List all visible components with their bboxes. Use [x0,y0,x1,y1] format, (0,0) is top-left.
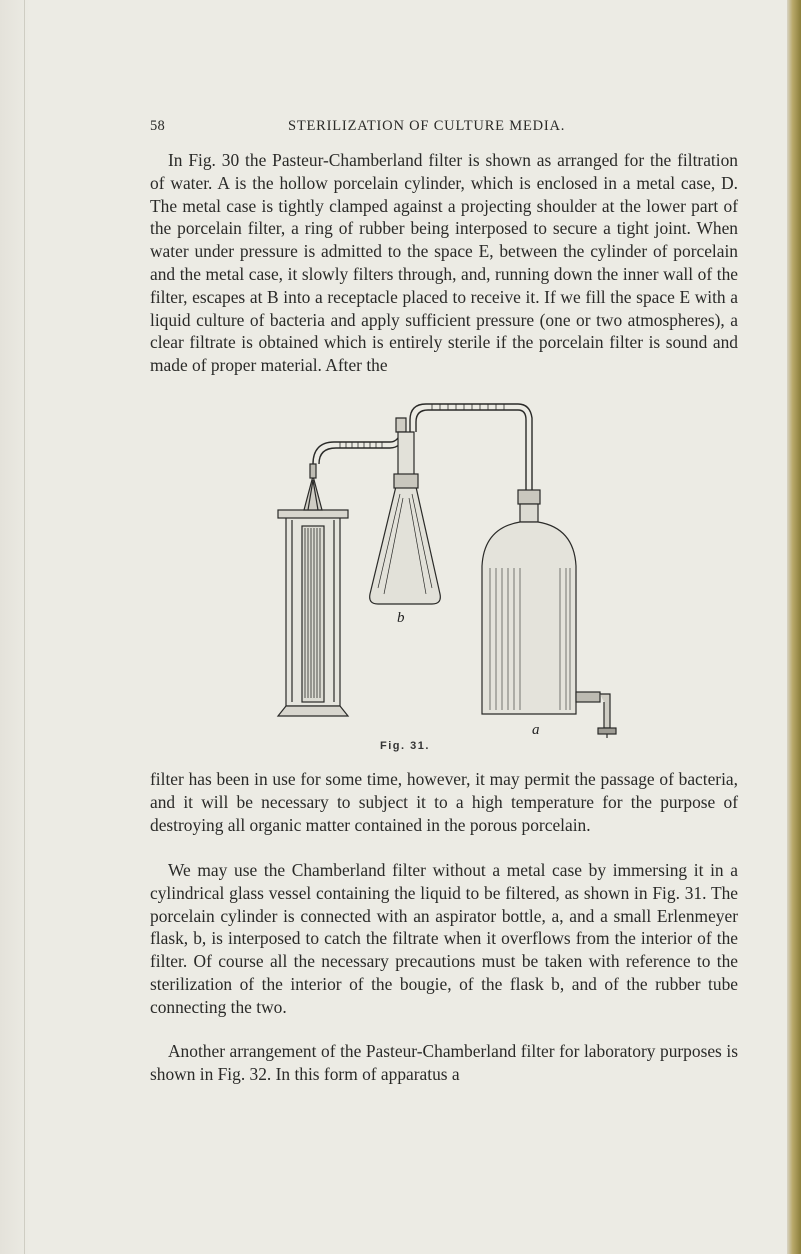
page-number: 58 [150,118,165,134]
figure-31-illustration [270,398,670,738]
bottle-label-a: a [532,722,540,738]
page-edge [787,0,801,1254]
figure-caption: Fig. 31. [380,740,430,752]
page-shadow [0,0,30,1254]
page-gutter-line [24,0,25,1254]
aspirator-bottle [482,490,616,738]
flask-label-b: b [397,610,405,626]
glass-cylinder-vessel [278,464,348,716]
paragraph-2: filter has been in use for some time, however, it may permit the passage of bacteria, and it will be necessary to subject it to a high temperature for the purpose of destroying all organic matter contained in the porous porcelain. [150,769,738,835]
paragraph-4: Another arrangement of the Pasteur-Chamberland filter for laboratory purposes is shown in Fig. 32. In this form of apparatus a [150,1041,738,1084]
paragraph-1: In Fig. 30 the Pasteur-Chamberland filter is shown as arranged for the filtration of water. A is the hollow porcelain cylinder, which is enclosed in a metal case, D. The metal case is tightly clamped against a projecting shoulder at the lower part of the porcelain filter, a ring of rubber being interposed to secure a tight joint. When water under pressure is admitted to the space E, between the cylinder of porcelain and the metal case, it slowly filters through, and, running down the inner wall of the filter, escapes at B into a receptacle placed to receive it. If we fill the space E with a liquid culture of bacteria and apply sufficient pressure (one or two atmospheres), a clear filtrate is obtained which is entirely sterile if the porcelain filter is sound and made of proper material. After the [150,150,738,376]
rubber-tube-1 [313,428,407,464]
running-title: STERILIZATION OF CULTURE MEDIA. [288,118,566,134]
paragraph-3: We may use the Chamberland filter without a metal case by immersing it in a cylindrical glass vessel containing the liquid to be filtered, as shown in Fig. 31. The porcelain cylinder is connected with an aspirator bottle, a, and a small Erlenmeyer flask, b, is interposed to catch the filtrate when it overflows from the interior of the filter. Of course all the necessary precautions must be taken with reference to the sterilization of the interior of the bougie, of the flask b, and of the rubber tube connecting the two. [150,860,738,1017]
